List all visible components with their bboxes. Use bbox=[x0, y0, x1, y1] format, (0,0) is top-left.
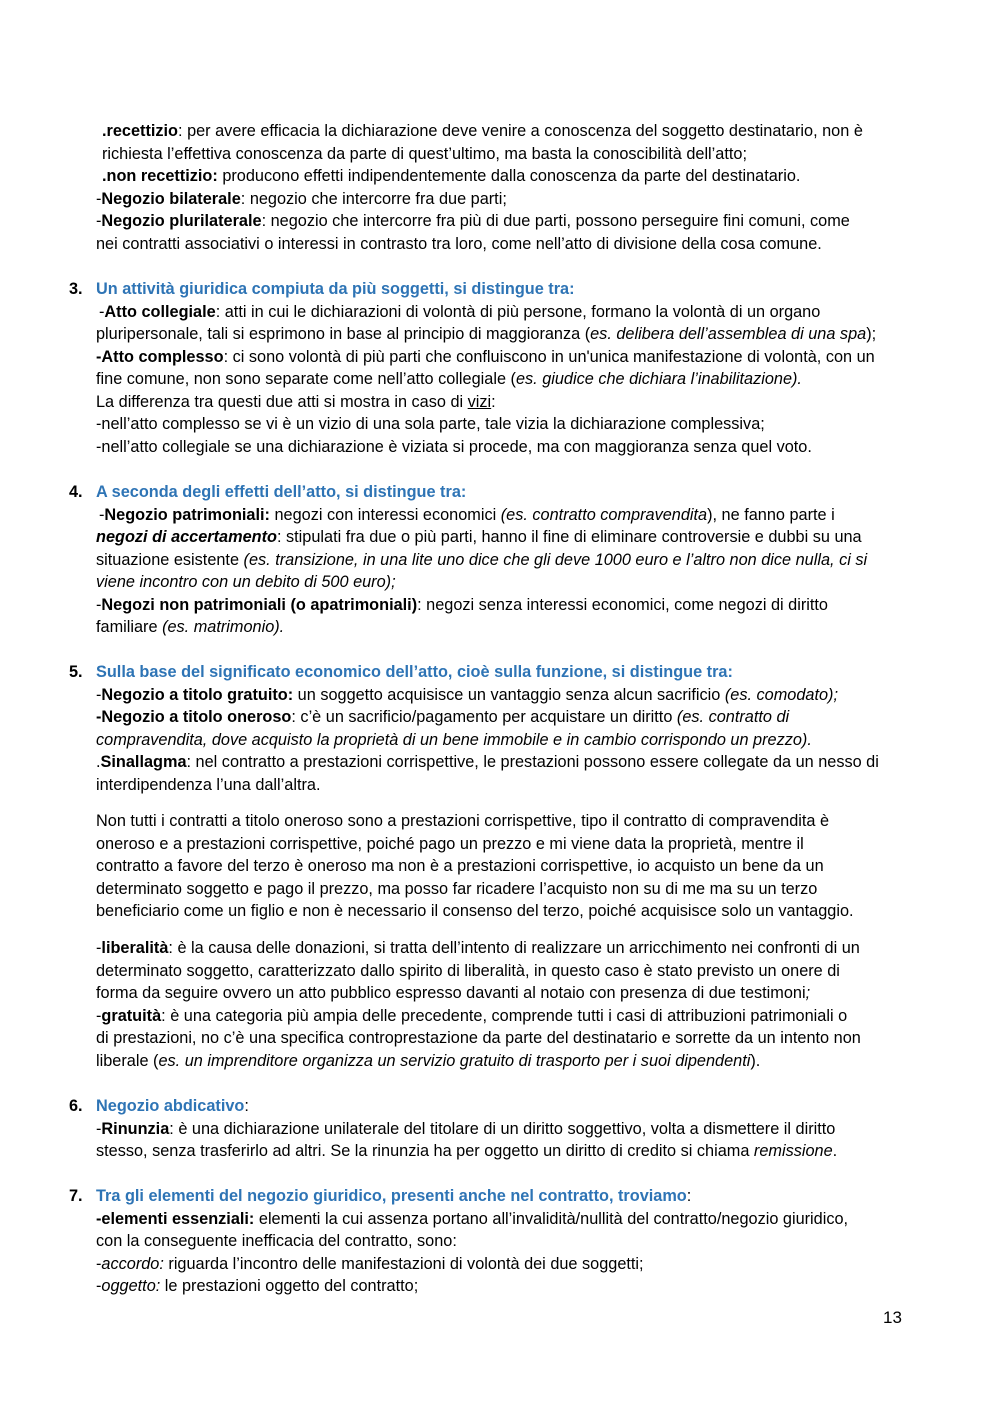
paragraph-liberalita bbox=[96, 937, 911, 1072]
text-run: con la conseguente inefficacia del contratto, sono: bbox=[96, 1232, 457, 1250]
section-number: 7. bbox=[69, 1187, 83, 1205]
text-line bbox=[96, 774, 911, 797]
text-run: Rinunzia bbox=[101, 1119, 170, 1138]
text-run: Negozio a titolo gratuito: bbox=[101, 685, 294, 704]
text-run: stesso, senza trasferirlo ad altri. Se la rinunzia ha per oggetto un diritto di credito si chiama bbox=[96, 1142, 754, 1160]
text-run: negozi con interessi economici bbox=[269, 505, 501, 524]
section-title-colon: : bbox=[244, 1097, 249, 1115]
text-run: familiare bbox=[96, 618, 163, 636]
text-run: ), ne fanno parte i bbox=[707, 505, 835, 524]
text-run: elementi la cui assenza portano all’invalidità/nullità del contratto/negozio giuridico, bbox=[254, 1209, 849, 1228]
section-title-colon: : bbox=[686, 1187, 692, 1205]
text-line bbox=[96, 549, 911, 572]
text-run: (es. matrimonio). bbox=[162, 618, 285, 636]
text-run: oggetto: bbox=[101, 1277, 161, 1295]
text-line bbox=[96, 165, 911, 188]
text-run: : per avere efficacia la dichiarazione deve venire a conoscenza del soggetto destinatario, non è bbox=[178, 122, 863, 140]
section-heading bbox=[69, 661, 911, 684]
text-run: : è una dichiarazione unilaterale del titolare di un diritto soggettivo, volta a dismettere il diritto bbox=[169, 1119, 836, 1138]
text-run: ). bbox=[750, 1051, 761, 1070]
text-run: le prestazioni oggetto del contratto; bbox=[160, 1277, 419, 1295]
text-run: - bbox=[99, 302, 105, 321]
section-number: 4. bbox=[69, 483, 83, 501]
text-run: ); bbox=[866, 325, 877, 343]
text-run: beneficiario come un figlio e non è necessario il consenso del terzo, poiché acquisisce solo un vantaggio. bbox=[96, 902, 854, 920]
text-line bbox=[96, 1275, 911, 1298]
text-run: Sinallagma bbox=[100, 753, 187, 771]
text-run: Negozio bilaterale bbox=[101, 189, 241, 208]
text-run: pluripersonale, tali si esprimono in base al principio di maggioranza ( bbox=[96, 325, 591, 343]
text-run: - bbox=[96, 685, 102, 704]
text-run: : c’è un sacrificio/pagamento per acquistare un diritto bbox=[291, 708, 677, 726]
text-run: un soggetto acquisisce un vantaggio senza alcun sacrificio bbox=[293, 685, 725, 704]
text-run: es. un imprenditore organizza un servizio gratuito di trasporto per i suoi dipendenti bbox=[158, 1051, 751, 1070]
text-line bbox=[96, 233, 911, 256]
text-run: : negozio che intercorre fra più di due parti, possono perseguire fini comuni, come bbox=[261, 212, 850, 230]
text-run: .recettizio bbox=[102, 122, 179, 140]
text-line bbox=[96, 751, 911, 774]
text-run: : negozi senza interessi economici, come negozi di diritto bbox=[417, 595, 828, 614]
text-run: - bbox=[96, 939, 102, 957]
text-run: riguarda l’incontro delle manifestazioni di volontà dei due soggetti; bbox=[163, 1254, 644, 1273]
text-run: .non recettizio: bbox=[102, 167, 218, 185]
text-run: Atto collegiale bbox=[104, 302, 216, 321]
text-run: Negozio plurilaterale bbox=[101, 212, 262, 230]
text-line bbox=[96, 143, 911, 166]
text-line bbox=[96, 368, 911, 391]
text-run: producono effetti indipendentemente dalla conoscenza da parte del destinatario. bbox=[217, 167, 801, 185]
text-run: : ci sono volontà di più parti che confluiscono in un'unica manifestazione di volontà, con un bbox=[223, 347, 875, 366]
text-run: - bbox=[96, 212, 102, 230]
section-heading bbox=[69, 278, 911, 301]
text-run: : stipulati fra due o più parti, hanno il fine di eliminare controversie e dubbi su una bbox=[276, 528, 862, 546]
text-line bbox=[96, 1208, 911, 1231]
text-run: remissione bbox=[753, 1142, 833, 1160]
text-run: viene incontro con un debito di 500 euro); bbox=[96, 573, 396, 591]
text-run: - bbox=[96, 189, 102, 208]
text-run: determinato soggetto e pago il prezzo, ma posso far ricadere l’acquisto non su di me ma su un terzo bbox=[96, 879, 818, 898]
text-line bbox=[96, 900, 911, 923]
text-line bbox=[96, 810, 911, 833]
text-run: - bbox=[96, 1119, 102, 1138]
text-run: accordo: bbox=[101, 1254, 164, 1273]
section-4 bbox=[69, 481, 911, 639]
text-line bbox=[96, 526, 911, 549]
section-title: Un attività giuridica compiuta da più soggetti, si distingue tra: bbox=[96, 280, 575, 298]
text-run: -nell’atto complesso se vi è un vizio di una sola parte, tale vizia la dichiarazione complessiva; bbox=[96, 415, 765, 433]
paragraph-onerosi bbox=[96, 810, 911, 923]
text-run: (es. transizione, in una lite uno dice che gli deve 1000 euro e l’altro non dice nulla, ci si bbox=[243, 550, 868, 569]
text-run: (es. comodato); bbox=[724, 685, 838, 704]
text-run: -Atto complesso bbox=[96, 347, 224, 366]
section-title: Negozio abdicativo bbox=[96, 1097, 245, 1115]
text-run: . bbox=[96, 753, 101, 771]
text-line bbox=[96, 413, 911, 436]
text-run: nei contratti associativi o interessi in contrasto tra loro, come nell’atto di divisione della cosa comune. bbox=[96, 234, 822, 253]
text-run: negozi di accertamento bbox=[96, 528, 277, 546]
text-line bbox=[96, 188, 911, 211]
text-line bbox=[96, 1050, 911, 1073]
text-line bbox=[96, 960, 911, 983]
text-run: contratto a favore del terzo è oneroso ma non è a prestazioni corrispettive, io acquisto un bene da un bbox=[96, 857, 824, 875]
text-run: situazione esistente bbox=[96, 550, 244, 569]
text-run: : negozio che intercorre fra due parti; bbox=[240, 189, 507, 208]
text-run: compravendita, dove acquisto la proprietà di un bene immobile e in cambio corrispondo un prezzo). bbox=[96, 730, 812, 749]
text-run: Non tutti i contratti a titolo oneroso sono a prestazioni corrispettive, tipo il contratto di compravendita è bbox=[96, 812, 830, 830]
text-run: - bbox=[96, 595, 102, 614]
text-run: Negozi non patrimoniali (o apatrimoniali) bbox=[101, 595, 418, 614]
text-run: (es. contratto di bbox=[676, 708, 790, 726]
text-run: es. giudice che dichiara l’inabilitazione). bbox=[515, 370, 802, 388]
text-line bbox=[96, 594, 911, 617]
section-5 bbox=[69, 661, 911, 796]
text-run: liberalità bbox=[101, 939, 169, 957]
text-line bbox=[96, 1005, 911, 1028]
section-6 bbox=[69, 1095, 911, 1163]
text-run: -elementi essenziali: bbox=[96, 1209, 255, 1228]
page-number: 13 bbox=[883, 1308, 902, 1327]
text-line bbox=[96, 1118, 911, 1141]
text-run: - bbox=[96, 1254, 102, 1273]
text-line bbox=[96, 391, 911, 414]
text-line bbox=[96, 982, 911, 1005]
text-run: La differenza tra questi due atti si mostra in caso di bbox=[96, 392, 468, 411]
text-line bbox=[96, 504, 911, 527]
text-run: : è una categoria più ampia delle precedente, comprende tutti i casi di attribuzioni patrimoniali o bbox=[161, 1006, 848, 1025]
text-run: - bbox=[99, 505, 105, 524]
text-run: -Negozio a titolo oneroso bbox=[96, 708, 292, 726]
section-heading bbox=[69, 1185, 911, 1208]
text-run: . bbox=[832, 1142, 838, 1160]
text-run: - bbox=[96, 1006, 102, 1025]
text-line bbox=[96, 436, 911, 459]
text-run: interdipendenza l’una dall’altra. bbox=[96, 775, 321, 794]
text-run: : bbox=[491, 392, 496, 411]
section-number: 5. bbox=[69, 663, 83, 681]
text-run: ; bbox=[805, 984, 811, 1002]
text-run: : è la causa delle donazioni, si tratta dell’intento di realizzare un arricchimento nei confronti di un bbox=[168, 939, 860, 957]
text-line bbox=[96, 301, 911, 324]
text-run: (es. contratto compravendita bbox=[500, 505, 708, 524]
text-line bbox=[96, 323, 911, 346]
text-run: determinato soggetto, caratterizzato dallo spirito di liberalità, in questo caso è stato previsto un onere di bbox=[96, 961, 840, 980]
text-line bbox=[96, 210, 911, 233]
text-line bbox=[96, 937, 911, 960]
text-run: -nell’atto collegiale se una dichiarazione è viziata si procede, ma con maggioranza senza quel voto. bbox=[96, 437, 812, 456]
text-run: : nel contratto a prestazioni corrispettive, le prestazioni possono essere collegate da un nesso di bbox=[186, 753, 879, 771]
text-run: vizi bbox=[467, 392, 492, 411]
section-3 bbox=[69, 278, 911, 458]
text-line bbox=[96, 878, 911, 901]
intro-block bbox=[96, 120, 911, 255]
text-line bbox=[96, 1230, 911, 1253]
text-line bbox=[96, 706, 911, 729]
text-run: oneroso e a prestazioni corrispettive, poiché pago un prezzo e mi viene data la proprietà, mentre il bbox=[96, 834, 804, 853]
text-line bbox=[96, 571, 911, 594]
section-heading bbox=[69, 481, 911, 504]
text-run: forma da seguire ovvero un atto pubblico espresso davanti al notaio con presenza di due testimoni bbox=[96, 984, 806, 1002]
section-7 bbox=[69, 1185, 911, 1298]
section-number: 3. bbox=[69, 280, 83, 298]
text-line bbox=[96, 729, 911, 752]
text-run: es. delibera dell’assemblea di una spa bbox=[590, 325, 867, 343]
text-run: di prestazioni, no c’è una specifica controprestazione da parte del destinatario e sorrette da un intento non bbox=[96, 1029, 861, 1047]
section-number: 6. bbox=[69, 1097, 83, 1115]
text-line bbox=[96, 833, 911, 856]
text-line bbox=[96, 855, 911, 878]
section-title: A seconda degli effetti dell’atto, si distingue tra: bbox=[96, 483, 467, 501]
text-line bbox=[96, 120, 911, 143]
text-line bbox=[96, 346, 911, 369]
section-heading bbox=[69, 1095, 911, 1118]
text-run: liberale ( bbox=[96, 1051, 159, 1070]
text-run: gratuità bbox=[101, 1006, 162, 1025]
text-line bbox=[96, 684, 911, 707]
text-run: - bbox=[96, 1277, 102, 1295]
text-line bbox=[96, 1140, 911, 1163]
text-run: Negozio patrimoniali: bbox=[104, 505, 270, 524]
section-title: Tra gli elementi del negozio giuridico, presenti anche nel contratto, troviamo bbox=[96, 1187, 687, 1205]
text-run: : atti in cui le dichiarazioni di volontà di più persone, formano la volontà di un organo bbox=[215, 302, 821, 321]
text-line bbox=[96, 616, 911, 639]
text-run: richiesta l’effettiva conoscenza da parte di quest’ultimo, ma basta la conoscibilità dell’atto; bbox=[102, 144, 747, 163]
section-title: Sulla base del significato economico dell’atto, cioè sulla funzione, si distingue tra: bbox=[96, 663, 733, 681]
text-line bbox=[96, 1253, 911, 1276]
text-line bbox=[96, 1027, 911, 1050]
text-run: fine comune, non sono separate come nell’atto collegiale ( bbox=[96, 370, 516, 388]
